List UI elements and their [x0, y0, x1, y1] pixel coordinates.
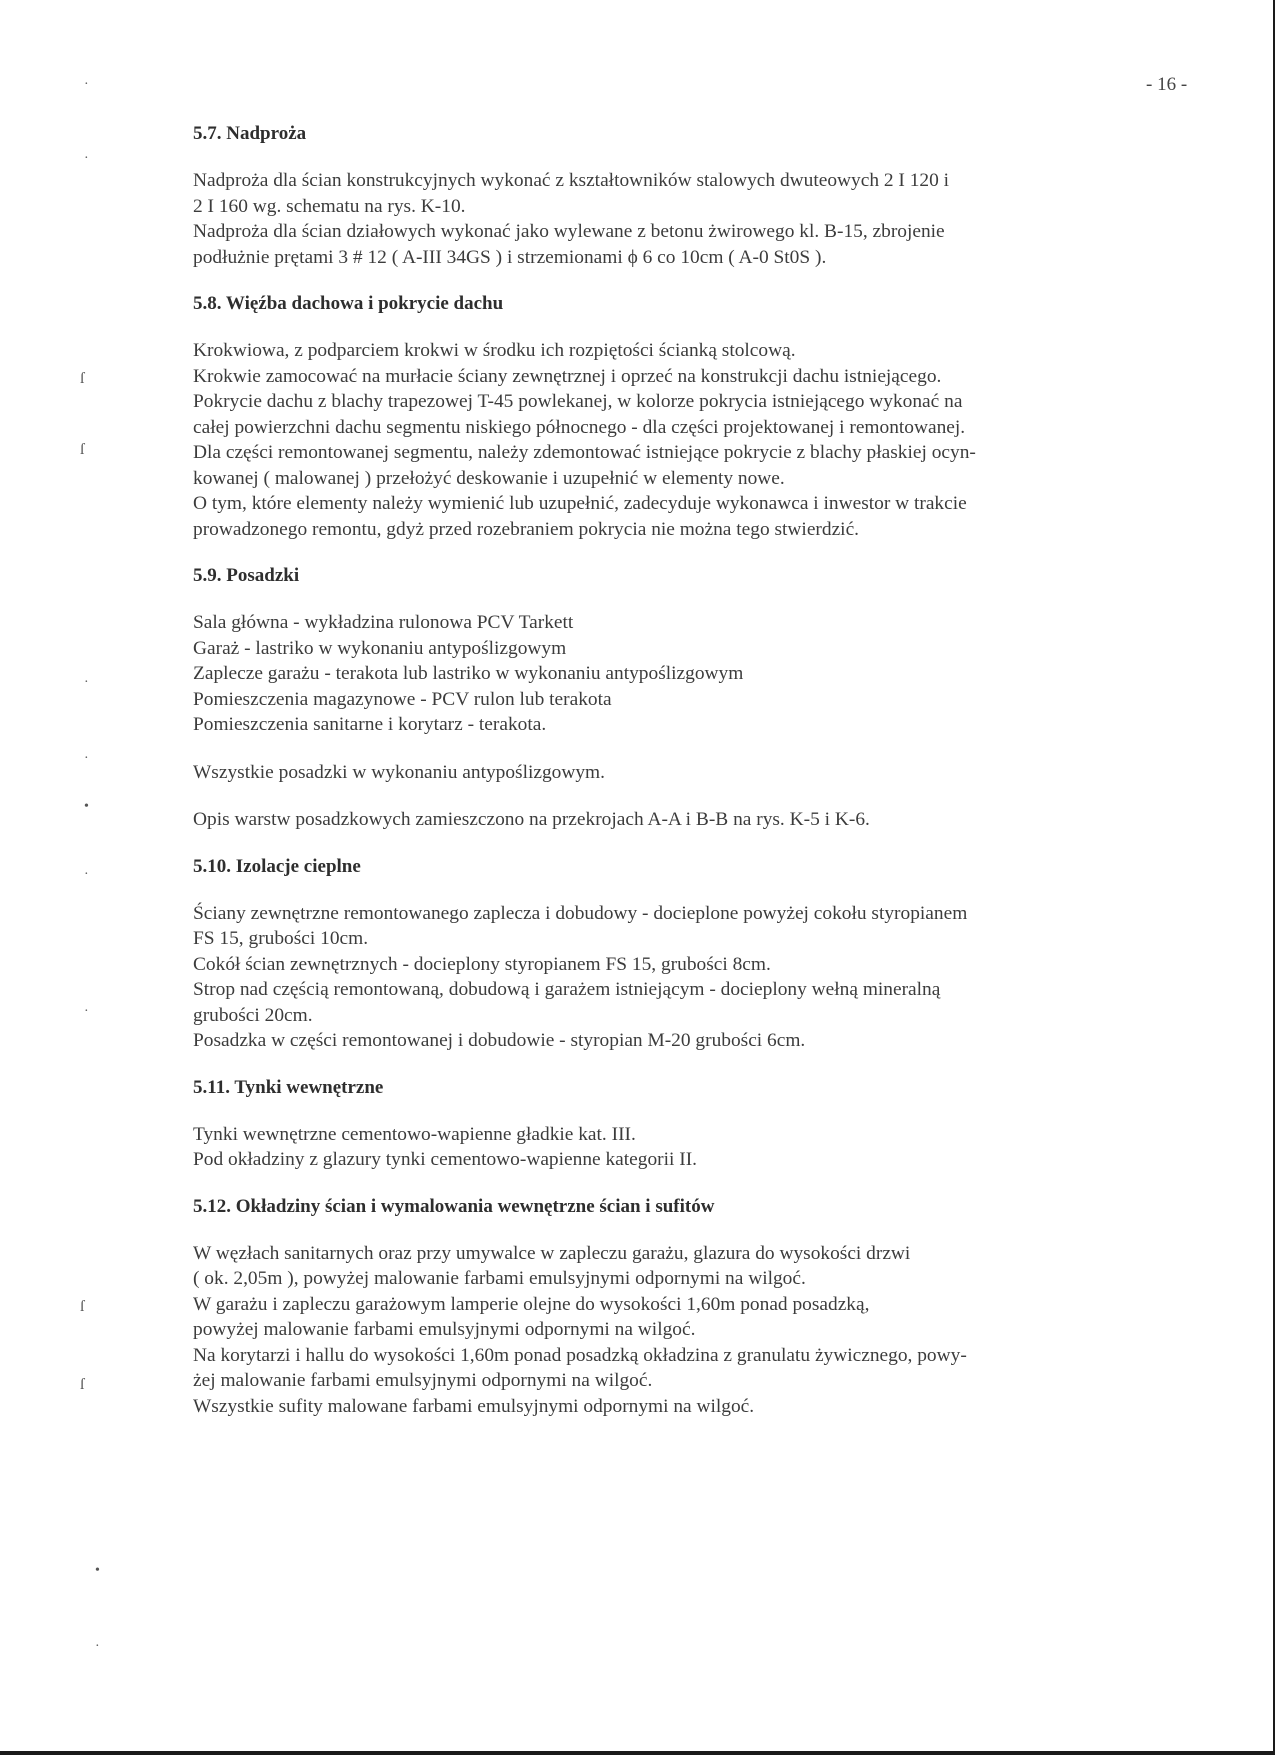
scan-dot: •: [95, 1563, 100, 1578]
text-line: Ściany zewnętrzne remontowanego zaplecza i dobudowy - docieplone powyżej cokołu styropianem: [193, 902, 968, 924]
text-line: grubości 20cm.: [193, 1004, 313, 1026]
text-line: Krokwiowa, z podparciem krokwi w środku ich rozpiętości ścianką stolcową.: [193, 340, 796, 361]
margin-check-mark: ſ: [80, 1376, 85, 1393]
text-line: powyżej malowanie farbami emulsyjnymi odpornymi na wilgoć.: [193, 1319, 696, 1340]
text-line: Krokwie zamocować na murłacie ściany zewnętrznej i oprzeć na konstrukcji dachu istniejącego.: [193, 365, 942, 387]
text-line: Pod okładziny z glazury tynki cementowo-wapienne kategorii II.: [193, 1149, 697, 1170]
scan-dot: •: [84, 799, 89, 814]
text-line: prowadzonego remontu, gdyż przed rozebraniem pokrycia nie można tego stwierdzić.: [193, 518, 860, 540]
margin-marks: [0, 0, 140, 1755]
text-line: Pomieszczenia sanitarne i korytarz - terakota.: [193, 714, 547, 735]
text-line: W węzłach sanitarnych oraz przy umywalce w zapleczu garażu, glazura do wysokości drzwi: [193, 1242, 911, 1264]
floor-reference: [193, 807, 1193, 833]
text-line: Tynki wewnętrzne cementowo-wapienne gładkie kat. III.: [193, 1123, 636, 1145]
text-line: ( ok. 2,05m ), powyżej malowanie farbami emulsyjnymi odpornymi na wilgoć.: [193, 1268, 806, 1289]
margin-check-mark: ſ: [80, 441, 85, 458]
scan-dot: ·: [84, 1004, 89, 1019]
text-line: W garażu i zapleczu garażowym lamperie olejne do wysokości 1,60m ponad posadzką,: [193, 1293, 870, 1315]
text-line: Nadproża dla ścian działowych wykonać jako wylewane z betonu żwirowego kl. B-15, zbrojenie: [193, 221, 945, 242]
section-floors: [193, 564, 1193, 833]
text-line: Wszystkie sufity malowane farbami emulsyjnymi odpornymi na wilgoć.: [193, 1395, 755, 1417]
section-heading: 5.11. Tynki wewnętrzne: [193, 1076, 384, 1098]
text-line: Garaż - lastriko w wykonaniu antypoślizgowym: [193, 637, 567, 659]
section-heading: 5.7. Nadproża: [193, 123, 307, 144]
section-roof: [193, 292, 1193, 542]
text-line: podłużnie prętami 3 # 12 ( A-III 34GS ) i strzemionami ϕ 6 co 10cm ( A-0 St0S ).: [193, 246, 827, 268]
text-line: żej malowanie farbami emulsyjnymi odpornymi na wilgoć.: [193, 1370, 653, 1391]
text-line: Posadzka w części remontowanej i dobudowie - styropian M-20 grubości 6cm.: [193, 1030, 806, 1051]
section-insulation: [193, 855, 1193, 1054]
text-line: FS 15, grubości 10cm.: [193, 928, 369, 949]
section-wall-finishes: [193, 1195, 1193, 1420]
scan-dot: ·: [84, 675, 89, 690]
section-heading: 5.8. Więźba dachowa i pokrycie dachu: [193, 293, 504, 314]
text-line: Wszystkie posadzki w wykonaniu antypoślizgowym.: [193, 761, 605, 783]
page-number: - 16 -: [1146, 74, 1188, 95]
scan-dot: ·: [84, 151, 89, 166]
text-line: 2 I 160 wg. schematu na rys. K-10.: [193, 195, 466, 217]
floor-note: [193, 760, 1193, 786]
text-line: O tym, które elementy należy wymienić lub uzupełnić, zadecyduje wykonawca i inwestor w trakcie: [193, 493, 967, 514]
margin-check-mark: ſ: [80, 370, 85, 387]
scan-border-bottom: [0, 1751, 1275, 1755]
text-line: Na korytarzi i hallu do wysokości 1,60m ponad posadzką okładzina z granulatu żywicznego, powy-: [193, 1344, 967, 1366]
scan-dot: ·: [84, 751, 89, 766]
scan-dot: ·: [95, 1639, 100, 1654]
text-line: Nadproża dla ścian konstrukcyjnych wykonać z kształtowników stalowych dwuteowych 2 I 120 i: [193, 170, 950, 191]
text-line: Zaplecze garażu - terakota lub lastriko w wykonaniu antypoślizgowym: [193, 663, 744, 684]
scan-dot: ·: [84, 867, 89, 882]
text-line: Sala główna - wykładzina rulonowa PCV Tarkett: [193, 612, 574, 633]
section-plaster: [193, 1076, 1193, 1173]
text-line: kowanej ( malowanej ) przełożyć deskowanie i uzupełnić w elementy nowe.: [193, 467, 785, 489]
section-heading: 5.9. Posadzki: [193, 565, 300, 586]
document-body: [193, 122, 1193, 1419]
scan-dot: ·: [84, 77, 89, 92]
text-line: Pokrycie dachu z blachy trapezowej T-45 powlekanej, w kolorze pokrycia istniejącego wykonać na: [193, 391, 963, 412]
section-heading: 5.10. Izolacje cieplne: [193, 855, 361, 877]
text-line: Cokół ścian zewnętrznych - docieplony styropianem FS 15, grubości 8cm.: [193, 953, 771, 975]
text-line: Opis warstw posadzkowych zamieszczono na przekrojach A-A i B-B na rys. K-5 i K-6.: [193, 809, 870, 830]
text-line: całej powierzchni dachu segmentu niskiego północnego - dla części projektowanej i remontowanej.: [193, 416, 966, 438]
text-line: Strop nad częścią remontowaną, dobudową i garażem istniejącym - docieplony wełną mineralną: [193, 979, 941, 1000]
margin-check-mark: ſ: [80, 1298, 85, 1315]
text-line: Pomieszczenia magazynowe - PCV rulon lub terakota: [193, 688, 612, 710]
text-line: Dla części remontowanej segmentu, należy zdemontować istniejące pokrycie z blachy płaskiej ocyn-: [193, 442, 976, 463]
section-lintels: [193, 122, 1193, 270]
section-heading: 5.12. Okładziny ścian i wymalowania wewnętrzne ścian i sufitów: [193, 1195, 715, 1217]
floor-list: [193, 610, 1193, 738]
